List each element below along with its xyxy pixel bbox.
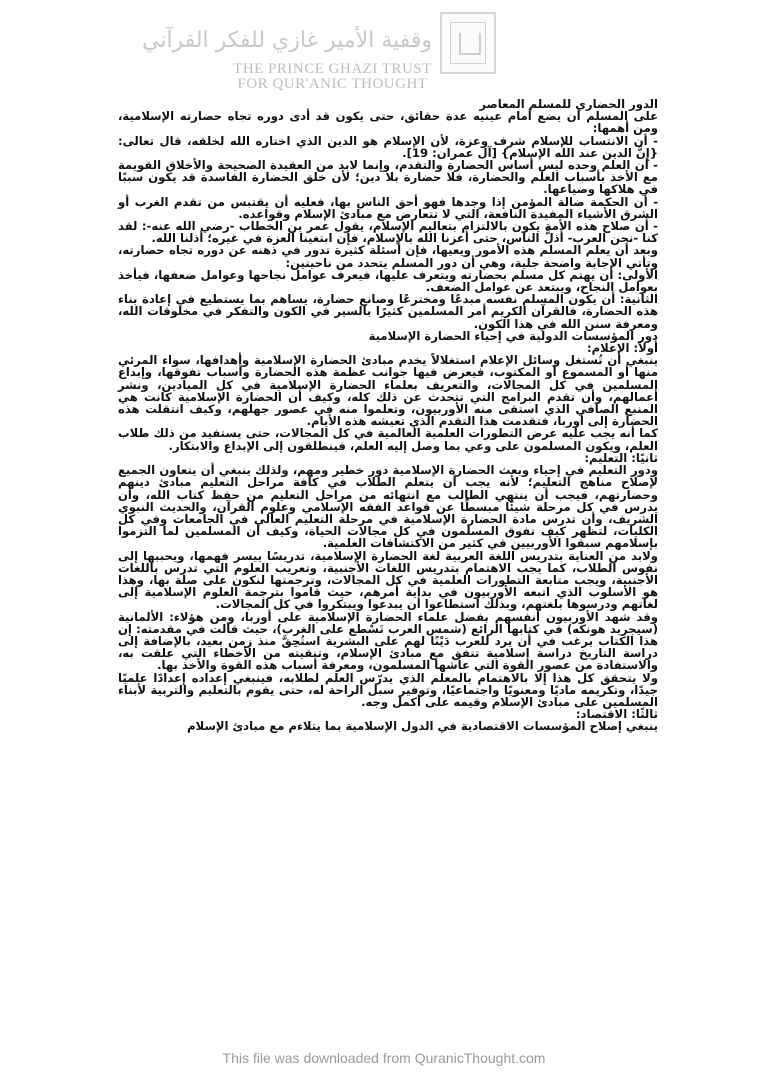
- paragraph: - أن الحكمة ضالة المؤمن إذا وجدها فهو أحق الناس بها، فعليه أن يقتبس من تقدم الغرب أو الشرق الأشياء المفيدة النافعة، التي لا تتعارض مع مبادئ الإسلام وقواعده.: [118, 194, 658, 221]
- paragraph: الثانية: أن يكون المسلم نفسه مبدعًا ومخترعًا وصانع حضارة، يساهم بما يستطيع في إعادة بناء هذه الحضارة، فالقرآن الكريم أمر المسلمين كثيرًا بالسير في الكون والتفكر في مخلوقات الله، ومعرفة سنن الله في هذا الكون.: [118, 292, 658, 331]
- paragraph: ينبغي إصلاح المؤسسات الاقتصادية في الدول الإسلامية بما يتلاءم مع مبادئ الإسلام: [187, 719, 658, 734]
- logo-english-line1: THE PRINCE GHAZI TRUST: [233, 61, 432, 77]
- download-footer: This file was downloaded from QuranicThought.com: [222, 1050, 546, 1066]
- paragraph: وبعد أن يعلم المسلم هذه الأمور ويعيها، فإن أسئلة كثيرة تدور في ذهنه عن دوره تجاه حضارته، وتأتي الإجابة واضحة جلية، وهي أن دور المسلم يتحدد من ناحيتين:: [118, 243, 658, 270]
- article-body: [118, 98, 658, 733]
- article-title: الدور الحضاري للمسلم المعاصر: [479, 97, 658, 111]
- logo-arabic-calligraphy: وقفية الأمير غازي للفكر القرآني: [141, 28, 432, 53]
- paragraph: - أن الانتساب للإسلام شرف وعزة، لأن الإسلام هو الدين الذي اختاره الله لخلقه، قال تعالى: {إِنَّ الدين عند الله الإسلام} [آل عمران: 19].: [118, 133, 658, 160]
- subsection-heading: ثالثًا: الاقتصاد:: [575, 707, 658, 722]
- logo-english: [225, 62, 440, 92]
- paragraph: - أن العلم وحده ليس أساس الحضارة والتقدم، وإنما لابد من العقيدة الصحيحة والأخلاق القويمة مع الأخذ بأسباب العلم والحضارة، فلا حضارة بلا دين؛ لأن خلق الحضارة الفاسدة قد يكون سببًا في هلاكها وضياعها.: [118, 158, 658, 197]
- paragraph: الأولى: أن يهتم كل مسلم بحضارته ويتعرف عليها، فيعرف عوامل نجاحها وعوامل ضعفها، فيأخذ بعوامل النجاح، ويبتعد عن عوامل الضعف.: [118, 267, 658, 295]
- subsection-heading: ثانيًا: التعليم:: [584, 450, 658, 465]
- logo-english-line2: FOR QUR'ANIC THOUGHT: [237, 76, 428, 92]
- trust-emblem-icon: [440, 12, 496, 74]
- section-heading: دور المؤسسات الدولية في إحياء الحضارة الإسلامية: [368, 328, 658, 343]
- subsection-heading: أولاً: الإعلام:: [587, 341, 658, 356]
- paragraph: ودور التعليم في إحياء وبعث الحضارة الإسلامية دور خطير ومهم، ولذلك ينبغي أن يتعاون الجميع لإصلاح مناهج التعليم؛ لأنه يجب أن يتعلم الطلاب في كافة مراحل التعليم مبادئ دينهم وحضارتهم، فيجب أن ينتهي الطالب مع انتهائه من مراحل التعليم من حفظ كتاب الله، وأن يدرس في كل مرحلة شيئًا مبسطًا عن قواعد الفقه الإسلامي وعلوم القرآن، والحديث النبوي الشريف، وأن تدرس مادة الحضارة الإسلامية في مرحلة التعليم العالي في الجامعات وفي كل الكليات، لتظهر كيف تفوق المسلمون في كل مجالات الحياة، وكيف أن المسلمين لما التزموا بإسلامهم سبقوا الأوربيين في كثير من الاكتشافات العلمية.: [118, 463, 658, 551]
- paragraph: - أن صلاح هذه الأمة يكون بالالتزام بتعاليم الإسلام، يقول عمر بن الخطاب -رضي الله عنه-: لقد كنا -نحن العرب- أذلَّ الناس، حتى أعزنا الله بالإسلام، فإن ابتغينا العزة في غيره؛ أذلنا الله.: [118, 219, 658, 246]
- paragraph: على المسلم أن يضع أمام عينيه عدة حقائق، حتى يكون قد أدى دوره تجاه حضارته الإسلامية، ومن أهمها:: [118, 109, 658, 136]
- paragraph: ينبغي أن تُستغل وسائل الإعلام استغلالاً يخدم مبادئ الحضارة الإسلامية وأهدافها، سواء المرئي منها أو المسموع أو المكتوب، فيعرض فيها جوانب عظمة هذه الحضارة وأسباب تفوقها، وإبداع المسلمين في كل المجالات، والتعريف بعلماء الحضارة الإسلامية في كل الميادين، ونشر أعمالهم، وأن تقدم البرامج التي تتحدث عن ذلك كله، وكيف أن الحضارة الإسلامية كانت هي المنبع الصافي الذي استقى منه الأوربيون، وتعلموا منه في عصور جهلهم، وكيف انتقلت هذه الحضارة إلى أوربا، فتقدمت هذا التقدم الذي تعيشه هذه الأيام.: [118, 353, 658, 429]
- paragraph: ولا يتحقق كل هذا إلا بالاهتمام بالمعلم الذي يدرّس العلم لطلابه، فينبغي إعداده إعدادًا علميًا جيدًا، وتكريمه ماديًا ومعنويًا واجتماعيًا، وتوفير سبل الراحة له، حتى يقوم بالتعليم والتربية لأبناء المسلمين على مبادئ الإسلام وقيمه على أكمل وجه.: [118, 670, 658, 709]
- paragraph: ولابد من العناية بتدريس اللغة العربية لغة الحضارة الإسلامية، تدريسًا ييسر فهمها، ويحببها إلى نفوس الطلاب، كما يجب الاهتمام بتدريس اللغات الأجنبية، وتعريب العلوم التي تدرس باللغات الأجنبية، ويجب متابعة التطورات العلمية في كل المجالات، وترجمتها لنكون على صلة بها، وهذا هو الأسلوب الذي اتبعه الأوربيون في بداية أمرهم، حيث قاموا بترجمة العلوم الإسلامية إلى لغاتهم ودرسوها بلغتهم، وبذلك استطاعوا أن يبدعوا ويبتكروا في كل المجالات.: [118, 548, 658, 612]
- paragraph: كما أنه يجب عليه عرض التطورات العلمية العالمية في كل المجالات، حتى يستفيد من ذلك طلاب العلم، ويكون المسلمون على وعي بما وصل إليه العلم، فينطلقون إلى الإبداع والابتكار.: [118, 426, 658, 453]
- paragraph: وقد شهد الأوربيون أنفسهم بفضل علماء الحضارة الإسلامية على أوربا، ومن هؤلاء: الألمانية (سيجريد هونكه) في كتابها الرائع (شمس العرب تَسْطع على الغرب)، حيث قالت في مقدمته: إن هذا الكتاب يرغب في أن يرد للعرب دَيْنًا لهم على البشرية استُحِقَّ منذ زمن بعيد، بالإضافة إلى دراسة التاريخ دراسة إسلامية تتفق مع مبادئ الإسلام، وتنقيته من الأخطاء التي علقت به، والاستفادة من عصور القوة التي عاشها المسلمون، ومعرفة أسباب هذه القوة والأخذ بها.: [118, 609, 658, 673]
